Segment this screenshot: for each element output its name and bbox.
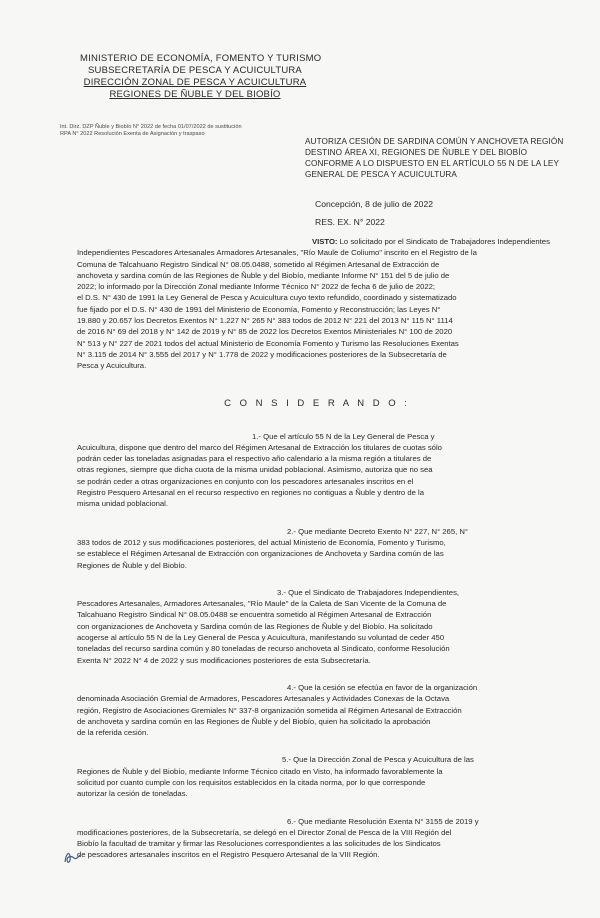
visto-line: Pesca y Acuicultura. [77, 361, 147, 371]
paragraph-line: de la referida cesión. [77, 728, 149, 738]
paragraph-line: con organizaciones de Anchoveta y Sardina común de las Regiones de Ñuble y del Biobío. Ha solicitado [77, 621, 433, 631]
paragraph-line: modificaciones posteriores, de la Subsecretaría, se delegó en el Director Zonal de Pesca de la VIII Región del [77, 827, 452, 837]
ministry-line: MINISTERIO DE ECONOMÍA, FOMENTO Y TURISMO [80, 53, 322, 64]
resolution-title [305, 136, 564, 180]
considerando-heading: C O N S I D E R A N D O : [224, 397, 410, 409]
document-body [77, 236, 557, 861]
visto-line: 19.880 y 20.657 los Decretos Exentos N° 1.227 N° 265 N° 383 todos de 2012 N° 221 del 2013 N° 115 N° 1114 [77, 316, 453, 326]
visto-line: el D.S. N° 430 de 1991 la Ley General de Pesca y Acuicultura cuyo texto refundido, coordinado y sistematizado [77, 293, 457, 303]
paragraph-line: 6.- Que mediante Resolución Exenta N° 3155 de 2019 y [287, 816, 479, 826]
reference-lines [60, 124, 280, 138]
considerando-paragraph-2 [77, 526, 557, 571]
paragraph-line: se podrán ceder a otras organizaciones en conjunto con los pescadores artesanales inscritos en el [77, 476, 414, 486]
paragraph-line: toneladas del recurso sardina común y 80 toneladas de recurso anchoveta al Sindicato, conforme Resolución [77, 644, 450, 654]
initials-signature-icon [62, 846, 84, 868]
paragraph-line: Acuicultura, dispone que dentro del marco del Régimen Artesanal de Extracción los titulares de cuotas sólo [77, 442, 442, 452]
title-line: AUTORIZA CESIÓN DE SARDINA COMÚN Y ANCHOVETA REGIÓN [305, 137, 564, 146]
paragraph-line: región, Registro de Asociaciones Gremiales N° 337-8 organización sometida al Régimen Artesanal de Extracción [77, 705, 462, 715]
considerando-paragraph-4 [77, 682, 557, 738]
paragraph-line: Registro Pesquero Artesanal en el recurso respectivo en regiones no contiguas a Ñuble y dentro de la [77, 488, 424, 498]
letterhead [80, 53, 322, 101]
regions-line: REGIONES DE ÑUBLE Y DEL BIOBÍO [109, 89, 281, 100]
considerando-paragraph-5 [77, 754, 557, 799]
paragraph-line: podrán ceder las toneladas asignadas para el respectivo año calendario a la misma región a titulares de [77, 454, 432, 464]
visto-line: fue fijado por el D.S. N° 430 de 1991 del Ministerio de Economía, Fomento y Reconstrucción; las Leyes N° [77, 304, 441, 314]
title-line: CONFORME A LO DISPUESTO EN EL ARTÍCULO 55 N DE LA LEY [305, 159, 560, 168]
paragraph-line: se establece el Régimen Artesanal de Extracción con organizaciones de Anchoveta y Sardina común de las [77, 549, 444, 559]
paragraph-line: 5.- Que la Dirección Zonal de Pesca y Acuicultura de las [282, 755, 474, 765]
visto-line: de 2016 N° 69 del 2018 y N° 142 de 2019 y N° 85 de 2022 los Decretos Exentos Ministeriales N° 100 de 2020 [77, 327, 453, 337]
paragraph-line: denominada Asociación Gremial de Armadores, Pescadores Artesanales y Actividades Conexas de la Octava [77, 694, 450, 704]
resolution-number: RES. EX. N° 2022 [315, 217, 385, 227]
visto-line: Lo solicitado por el Sindicato de Trabajadores Independientes [339, 237, 550, 246]
title-line: DESTINO ÁREA XI, REGIONES DE ÑUBLE Y DEL BIOBÍO [305, 148, 528, 157]
considerando-paragraph-3 [77, 587, 557, 666]
paragraph-line: 383 todos de 2012 y sus modificaciones posteriores, del actual Ministerio de Economía, Fomento y Turismo, [77, 537, 446, 547]
zonal-direction-line: DIRECCIÓN ZONAL DE PESCA Y ACUICULTURA [83, 77, 307, 88]
visto-line: anchoveta y sardina común de las Regiones de Ñuble y del Biobío, mediante Informe N° 151 del 5 de julio de [77, 270, 450, 280]
paragraph-line: Talcahuano Registro Sindical N° 08.05.0488 se encuentra sometido al Régimen Artesanal de Extracción [77, 610, 432, 620]
paragraph-line: misma unidad poblacional. [77, 499, 169, 509]
visto-line: N° 513 y N° 227 de 2021 todos del actual Ministerio de Economía Fomento y Turismo las Resoluciones Exentas [77, 338, 459, 348]
visto-line: Comuna de Talcahuano Registro Sindical N° 08.05.0488, sometido al Régimen Artesanal de Extracción de [77, 259, 440, 269]
considerando-paragraph-6 [77, 816, 557, 861]
subsecretary-line: SUBSECRETARÍA DE PESCA Y ACUICULTURA [88, 65, 302, 76]
visto-label: VISTO: [312, 237, 338, 246]
reference-line: Int. Dirz. DZP Ñuble y Biobío N° 2022 de fecha 01/07/2022 de sustitución [60, 124, 242, 130]
title-line: GENERAL DE PESCA Y ACUICULTURA [305, 170, 457, 179]
paragraph-line: Exenta N° 2022 N° 4 de 2022 y sus modificaciones posteriores de esta Subsecretaría. [77, 655, 371, 665]
place-date: Concepción, 8 de julio de 2022 [315, 199, 434, 209]
visto-line: 2022; lo informado por la Dirección Zonal mediante Informe Técnico N° 2022 de fecha 6 de julio de 2022; [77, 282, 436, 292]
paragraph-line: Regiones de Ñuble y del Biobío, mediante Informe Técnico citado en Visto, ha informado favorablemente la [77, 766, 443, 776]
reference-line: RPA N° 2022 Resolución Exenta de Asignación y traspaso [60, 131, 205, 137]
paragraph-line: Pescadores Artesanales, Armadores Artesanales, "Río Maule" de la Caleta de San Vicente de la Comuna de [77, 599, 447, 609]
paragraph-line: Regiones de Ñuble y del Biobío. [77, 560, 187, 570]
paragraph-line: 2.- Que mediante Decreto Exento N° 227, N° 265, N° [287, 526, 469, 536]
paragraph-line: Biobío la facultad de tramitar y firmar las Resoluciones correspondientes a las solicitudes de los Sindicatos [77, 839, 441, 849]
visto-paragraph [77, 236, 557, 372]
paragraph-line: otras regiones, siempre que dicha cuota de la misma unidad poblacional. Asimismo, autoriza que no sea [77, 465, 433, 475]
paragraph-line: de pescadores artesanales inscritos en el Registro Pesquero Artesanal de la VIII Región. [77, 850, 380, 860]
paragraph-line: de anchoveta y sardina común en las Regiones de Ñuble y del Biobío, quien ha solicitado la aprobación [77, 716, 431, 726]
paragraph-line: solicitud por cuanto cumple con los requisitos establecidos en la citada norma, por lo que corresponde [77, 777, 426, 787]
paragraph-line: 3.- Que el Sindicato de Trabajadores Independientes, [277, 587, 460, 597]
considerando-paragraph-1 [77, 431, 557, 510]
paragraph-line: autorizar la cesión de toneladas. [77, 789, 188, 799]
paragraph-line: 1.- Que el artículo 55 N de la Ley General de Pesca y [252, 431, 435, 441]
visto-line: Independientes Pescadores Artesanales Armadores Artesanales, "Río Maule de Coliumo" inscrito en el Registro de la [77, 248, 477, 258]
visto-line: N° 3.115 de 2014 N° 3.555 del 2017 y N° 1.778 de 2022 y modificaciones posteriores de la Subsecretaría de [77, 349, 447, 359]
paragraph-line: acogerse al artículo 55 N de la Ley General de Pesca y Acuicultura, manifestando su voluntad de ceder 450 [77, 633, 445, 643]
paragraph-line: 4.- Que la cesión se efectúa en favor de la organización [287, 682, 478, 692]
